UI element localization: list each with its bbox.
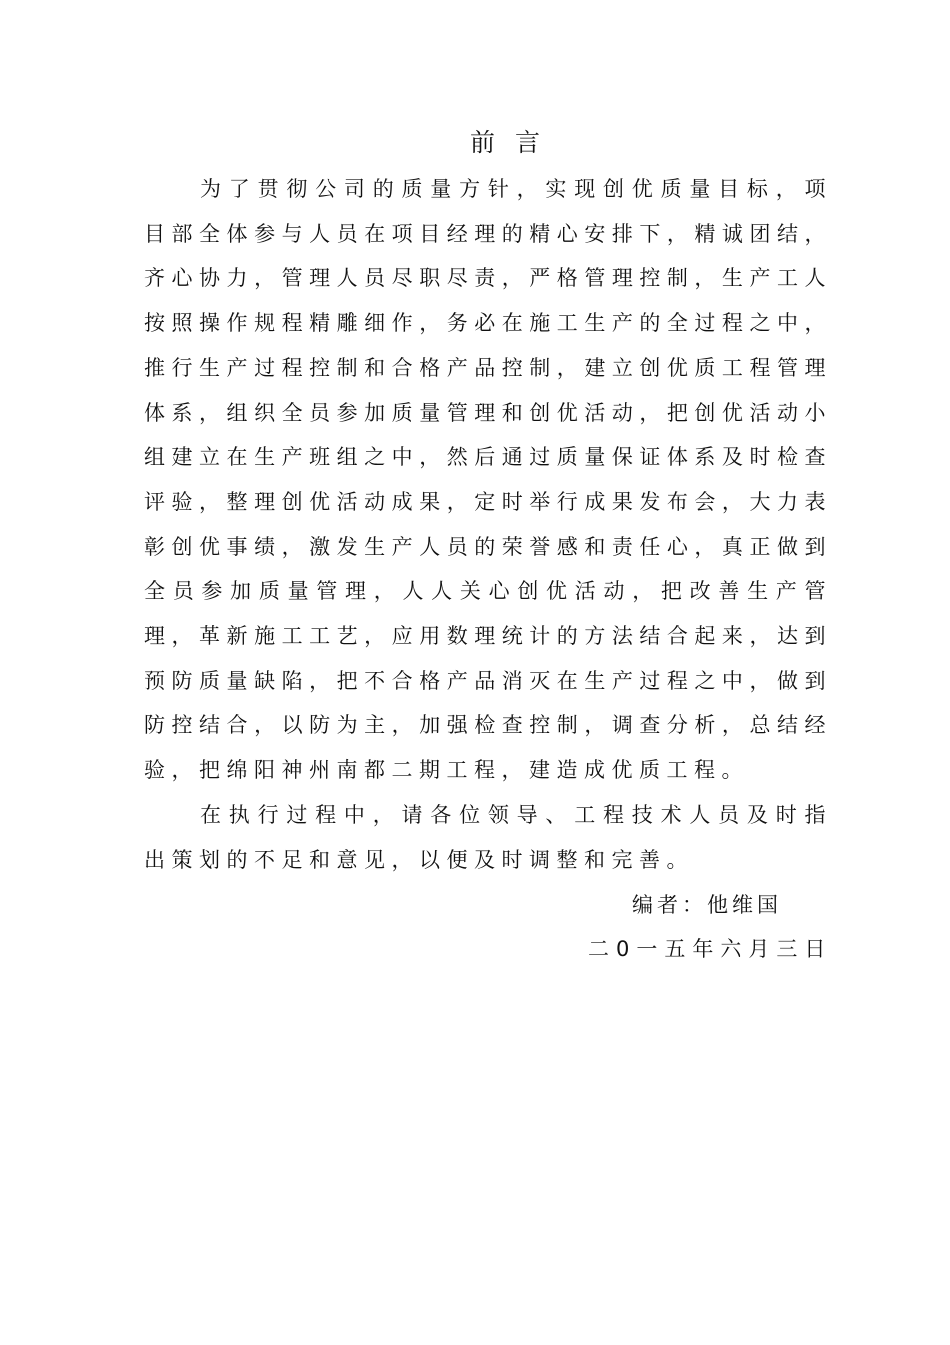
author-signature: 编者：他维国 — [632, 893, 782, 917]
body-paragraph-1: 为了贯彻公司的质量方针，实现创优质量目标，项目部全体参与人员在项目经理的精心安排下，精诚团结，齐心协力，管理人员尽职尽责，严格管理控制，生产工人按照操作规程精雕细作，务必在施工生产的全过程之中，推行生产过程控制和合格产品控制，建立创优质工程管理体系，组织全员参加质量管理和创优活动，把创优活动小组建立在生产班组之中，然后通过质量保证体系及时检查评验，整理创优活动成果，定时举行成果发布会，大力表彰创优事绩，激发生产人员的荣誉感和责任心，真正做到全员参加质量管理，人人关心创优活动，把改善生产管理，革新施工工艺，应用数理统计的方法结合起来，达到预防质量缺陷，把不合格产品消灭在生产过程之中，做到防控结合，以防为主，加强检查控制，调查分析，总结经验，把绵阳神州南都二期工程，建造成优质工程。 — [144, 177, 832, 783]
document-date: 二0一五年六月三日 — [588, 937, 833, 961]
body-paragraph-2: 在执行过程中，请各位领导、工程技术人员及时指出策划的不足和意见，以便及时调整和完善。 — [144, 803, 832, 872]
document-title: 前言 — [469, 128, 560, 157]
